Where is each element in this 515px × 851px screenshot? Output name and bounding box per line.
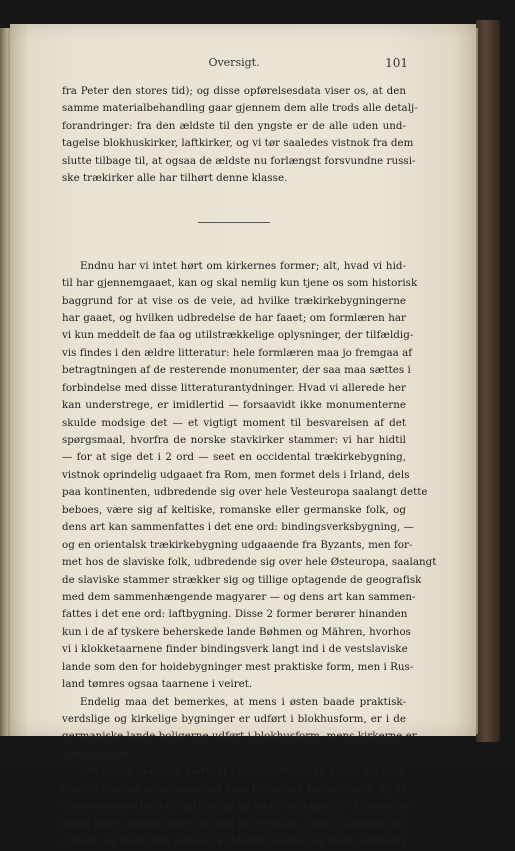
text-line: ske trækirker alle har tilhørt denne klasse.	[62, 172, 288, 185]
running-title: Oversigt.	[208, 56, 260, 69]
text-line: met hos de slaviske folk, udbredende sig over hele Østeuropa, saalangt	[62, 556, 437, 569]
text-line: germaniske lande boligerne udført i blokhusform, mens kirkerne er	[62, 730, 417, 743]
text-line: mens tider, derom vidner de ord af Vitruvius, som vi ovenfor har	[62, 817, 406, 830]
text-line: betragtningen af de resterende monumenter, der saa maa sættes i	[62, 364, 411, 377]
text-line: denten ligesaa eiendommeligt som blokhuset for orienten; og at	[62, 782, 406, 795]
paragraph-3	[62, 694, 417, 764]
text-line: — for at sige det i 2 ord — seet en occidental trækirkebygning,	[62, 451, 406, 464]
text-line: forbindelse med disse litteraturantydninger. Hvad vi allerede her	[62, 381, 406, 394]
text-line: Endnu har vi intet hørt om kirkernes former; alt, hvad vi hid-	[80, 259, 406, 272]
text-line: vi i klokketaarnene finder bindingsverk langt ind i de vestslaviske	[62, 643, 408, 656]
text-line: lande som den for hoidebygninger mest praktiske form, men i Rus-	[62, 660, 414, 673]
text-line: fra Peter den stores tid); og disse opførelsesdata viser os, at den	[62, 85, 406, 97]
text-line: Det synes saaledes klart, at bindingsverket er noget for occi-	[80, 765, 406, 778]
text-line: samme materialbehandling gaar gjennem dem alle trods alle detalj-	[62, 102, 418, 115]
text-line: fattes i det ene ord: laftbygning. Disse 2 former berører hinanden	[62, 608, 408, 621]
text-line: de slaviske stammer strækker sig og tillige optagende de geografisk	[62, 573, 422, 586]
text-line: spørgsmaal, hvorfra de norske stavkirker stammer: vi har hidtil	[62, 434, 406, 446]
text-line: denne modsætning er oprindelig og taber sig bagenfor kristendom-	[62, 800, 417, 813]
page-body	[62, 83, 437, 851]
text-line: til har gjennemgaaet, kan og skal nemlig kun tjene os som historisk	[62, 277, 418, 290]
page-header	[62, 56, 406, 72]
text-line: beboes, være sig af keltiske, romanske eller germanske folk, og	[62, 503, 406, 516]
text-line: med dem sammenhængende magyarer — og dens art kan sammen-	[62, 590, 416, 603]
text-line: vis findes i den ældre litteratur: hele formlæren maa jo fremgaa af	[62, 346, 413, 359]
text-line: har gaaet, og hvilken udbredelse de har faaet; om formlæren har	[62, 311, 406, 324]
text-line: paa kontinenten, udbredende sig over hele Vesteuropa saalangt dette	[62, 486, 428, 499]
text-line: kun i de af tyskere beherskede lande Bøhmen og Mähren, hvorhos	[62, 625, 411, 638]
text-line: og en orientalsk trækirkebygning udgaaende fra Byzants, men for-	[62, 538, 413, 551]
text-line: slutte tilbage til, at ogsaa de ældste nu forlængst forsvundne russi-	[62, 154, 416, 167]
text-line: forandringer: fra den ældste til den yngste er de alle uden und-	[62, 119, 406, 132]
page-number: 101	[385, 56, 408, 70]
text-line: skulde modsige det — et vigtigt moment til besvarelsen af det	[62, 416, 406, 429]
text-line: dens art kan sammenfattes i det ene ord: bindingsverksbygning, —	[62, 521, 414, 534]
paragraph-4	[62, 763, 417, 850]
section-separator	[198, 222, 270, 223]
text-line: Endelig maa det bemerkes, at mens i østen baade praktisk-	[80, 695, 406, 708]
text-line: citeret, og hvori han udtaler, at bindingsverket er mest udviklet i	[62, 835, 406, 848]
text-line: verdslige og kirkelige bygninger er udført i blokhusform, er i de	[62, 713, 406, 725]
text-line: kan understrege, er imidlertid — forsaavidt ikke monumenterne	[62, 399, 406, 412]
paragraph-1	[62, 83, 418, 188]
book-cover-edge	[476, 20, 500, 742]
text-line: vi kun meddelt de faa og utilstrækkelige oplysninger, der tilfældig-	[62, 329, 414, 342]
text-line: land tømres ogsaa taarnene i veiret.	[62, 678, 253, 691]
text-line: bindingsverk.	[62, 747, 134, 760]
text-line: tagelse blokhuskirker, laftkirker, og vi tør saaledes vistnok fra dem	[62, 137, 414, 150]
text-line: vistnok oprindelig udgaaet fra Rom, men formet dels i Irland, dels	[62, 468, 410, 481]
paragraph-2	[62, 258, 437, 694]
text-line: baggrund for at vise os de veie, ad hvilke trækirkebygningerne	[62, 294, 406, 307]
